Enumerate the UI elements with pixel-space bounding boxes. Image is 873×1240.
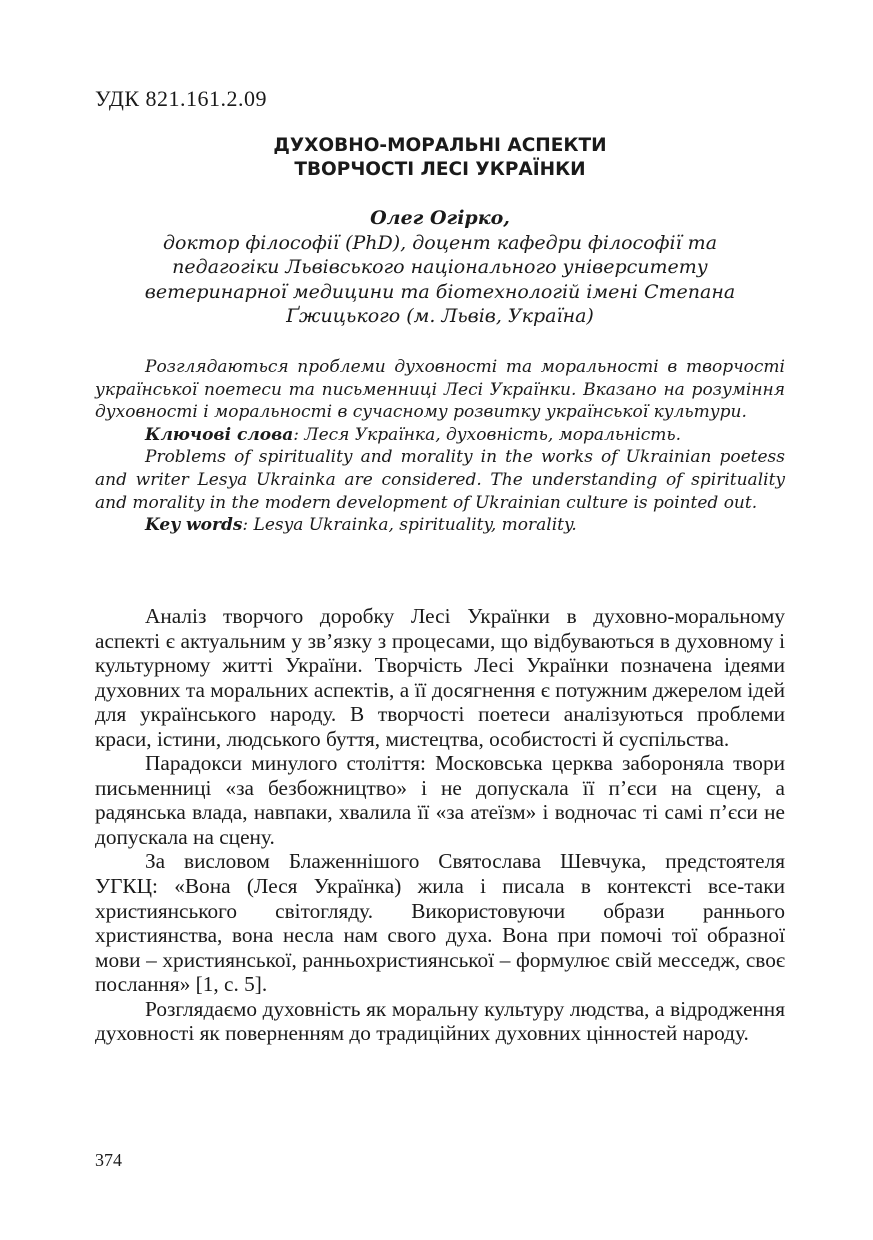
article-body [95,604,785,1046]
body-paragraph: За висловом Блаженнішого Святослава Шевчука, предстоятеля УГКЦ: «Вона (Леся Українка) жила і писала в контексті все-таки християнського світогляду. Використовуючи образи раннього християнства, вона несла нам свого духа. Вона при помочі тої образної мови – християнської, ранньохристиянської – формулює свій месседж, своє послання» [1, с. 5]. [95,849,785,997]
body-paragraph: Розглядаємо духовність як моральну культуру людства, а відродження духовності як поверненням до традиційних духовних цінностей народу. [95,996,785,1046]
abstract-uk: Розглядаються проблеми духовності та моральності в творчості української поетеси та письменниці Лесі Українки. Вказано на розуміння духовності і моральності в сучасному розвитку української культури. [95,357,785,423]
udk-code: УДК 821.161.2.09 [95,86,268,111]
author-affiliation-line: педагогіки Львівського національного університету [172,256,708,278]
abstract-block [95,356,785,537]
author-affiliation-line: Ґжицького (м. Львів, Україна) [286,305,594,327]
author-block [95,206,785,329]
article-title [95,134,785,182]
author-affiliation-line: ветеринарної медицини та біотехнологій імені Степана [144,280,736,303]
body-paragraph: Парадокси минулого століття: Московська церква забороняла твори письменниці «за безбожництво» і не допускала її п’єси на сцену, а радянська влада, навпаки, хвалила її «за атеїзм» і водночас ті самі п’єси не допускала на сцену. [95,751,785,849]
body-paragraph: Аналіз творчого доробку Лесі Українки в духовно-моральному аспекті є актуальним у зв’язку з процесами, що відбуваються в духовному і культурному житті України. Творчість Лесі Українки позначена ідеями духовних та моральних аспектів, а її досягнення є потужним джерелом ідей для українського народу. В творчості поетеси аналізуються проблеми краси, істини, людського буття, мистецтва, особистості й суспільства. [95,604,785,751]
keywords-uk-values: : Леся Українка, духовність, моральність. [293,424,682,445]
title-line-1: ДУХОВНО-МОРАЛЬНІ АСПЕКТИ [273,135,607,156]
keywords-uk-label: Ключові слова [145,424,294,445]
page-number: 374 [95,1150,122,1170]
keywords-en-label: Key words [145,515,243,536]
title-line-2: ТВОРЧОСТІ ЛЕСІ УКРАЇНКИ [294,159,586,180]
author-name: Олег Огірко, [370,207,510,229]
abstract-en: Problems of spirituality and morality in the works of Ukrainian poetess and writer Lesya Ukrainka are considered. The understanding of spirituality and morality in the modern development of Ukrainian culture is pointed out. [95,447,785,513]
author-affiliation-line: доктор філософії (PhD), доцент кафедри філософії та [162,231,718,254]
keywords-en [95,514,785,537]
keywords-en-values: : Lesya Ukrainka, spirituality, morality. [242,515,577,536]
keywords-uk [95,424,785,447]
